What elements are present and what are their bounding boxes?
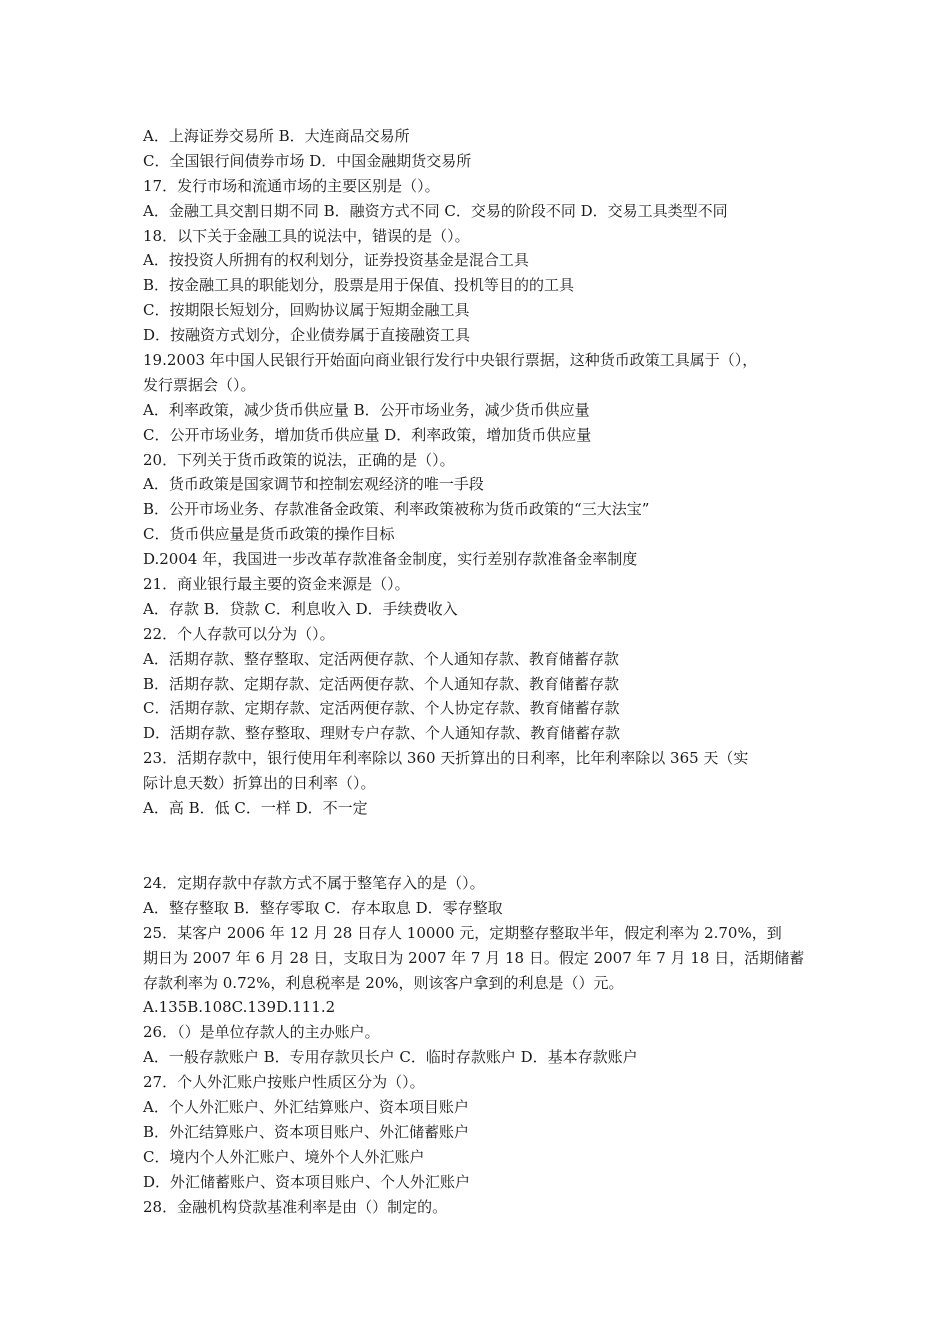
text-line: C．全国银行间债券市场 D．中国金融期货交易所 (143, 151, 472, 170)
text-line: 际计息天数）折算出的日利率（）。 (143, 774, 376, 793)
question-18: 18．以下关于金融工具的说法中，错误的是（）。 (143, 226, 470, 245)
question-25: 25．某客户 2006 年 12 月 28 日存人 10000 元，定期整存整取半年，假定利率为 2.70%，到 (143, 923, 782, 942)
text-line: A．一般存款账户 B．专用存款贝长户 C．临时存款账户 D．基本存款账户 (143, 1048, 638, 1067)
question-17: 17．发行市场和流通市场的主要区别是（）。 (143, 176, 440, 195)
text-line: D．外汇储蓄账户、资本项目账户、个人外汇账户 (143, 1172, 471, 1191)
text-line: B．公开市场业务、存款准备金政策、利率政策被称为货币政策的“三大法宝” (143, 500, 650, 519)
text-line: B．外汇结算账户、资本项目账户、外汇储蓄账户 (143, 1122, 470, 1141)
text-line: A．上海证券交易所 B．大连商品交易所 (143, 127, 410, 145)
question-block-2 (143, 871, 815, 1219)
question-20: 20．下列关于货币政策的说法，正确的是（）。 (143, 450, 455, 469)
question-23: 23．活期存款中，银行使用年利率除以 360 天折算出的日利率，比年利率除以 365 天（实 (143, 749, 749, 768)
question-block-1 (143, 124, 815, 821)
text-line: C．公开市场业务，增加货币供应量 D．利率政策，增加货币供应量 (143, 425, 592, 444)
text-line: A．金融工具交割日期不同 B．融资方式不同 C．交易的阶段不同 D．交易工具类型不同 (143, 201, 728, 220)
text-line: A．个人外汇账户、外汇结算账户、资本项目账户 (143, 1098, 469, 1117)
text-line: C．按期限长短划分，回购协议属于短期金融工具 (143, 301, 470, 320)
text-line: D.2004 年，我国进一步改革存款准备金制度，实行差别存款准备金率制度 (143, 550, 638, 569)
text-line: A．按投资人所拥有的权利划分，证券投资基金是混合工具 (143, 251, 529, 270)
text-line: 存款利率为 0.72%，利息税率是 20%，则该客户拿到的利息是（）元。 (143, 973, 624, 992)
text-line: A．活期存款、整存整取、定活两便存款、个人通知存款、教育储蓄存款 (143, 649, 619, 668)
question-24: 24．定期存款中存款方式不属于整笔存入的是（）。 (143, 874, 485, 892)
text-line: D．按融资方式划分，企业债券属于直接融资工具 (143, 326, 471, 345)
text-line: A．整存整取 B．整存零取 C．存本取息 D．零存整取 (143, 898, 503, 917)
text-line: B．活期存款、定期存款、定活两便存款、个人通知存款、教育储蓄存款 (143, 674, 620, 693)
question-22: 22．个人存款可以分为（）。 (143, 624, 335, 643)
text-line: A.135B.108C.139D.111.2 (143, 998, 336, 1017)
text-line: C．境内个人外汇账户、境外个人外汇账户 (143, 1147, 425, 1166)
text-line: A．利率政策，减少货币供应量 B．公开市场业务，减少货币供应量 (143, 400, 590, 419)
question-21: 21．商业银行最主要的资金来源是（）。 (143, 575, 410, 594)
text-line: C．活期存款、定期存款、定活两便存款、个人协定存款、教育储蓄存款 (143, 699, 620, 718)
text-line: A．存款 B．贷款 C．利息收入 D．手续费收入 (143, 599, 458, 618)
text-line: A．货币政策是国家调节和控制宏观经济的唯一手段 (143, 475, 484, 494)
text-line: D．活期存款、整存整取、理财专户存款、个人通知存款、教育储蓄存款 (143, 724, 621, 743)
text-line: B．按金融工具的职能划分，股票是用于保值、投机等目的的工具 (143, 276, 575, 295)
question-26: 26．（）是单位存款人的主办账户。 (143, 1023, 380, 1042)
text-line: A．高 B．低 C．一样 D．不一定 (143, 799, 368, 818)
question-28: 28．金融机构贷款基准利率是由（）制定的。 (143, 1197, 448, 1216)
text-line: 期日为 2007 年 6 月 28 日，支取日为 2007 年 7 月 18 日。假定 2007 年 7 月 18 日，活期储蓄 (143, 948, 805, 967)
text-line: C．货币供应量是货币政策的操作目标 (143, 525, 395, 544)
text-line: 发行票据会（）。 (143, 375, 256, 394)
question-27: 27．个人外汇账户按账户性质区分为（）。 (143, 1073, 425, 1092)
question-19: 19.2003 年中国人民银行开始面向商业银行发行中央银行票据，这种货币政策工具属于（）， (143, 351, 758, 370)
